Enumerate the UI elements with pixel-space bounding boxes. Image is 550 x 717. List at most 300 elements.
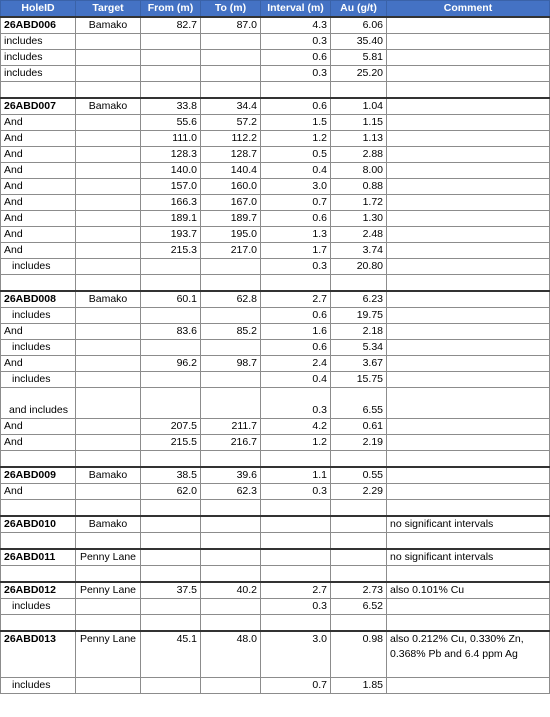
empty-cell [1,615,76,632]
from-cell: 157.0 [141,179,201,195]
target-cell: Bamako [76,467,141,484]
target-cell [76,308,141,324]
from-cell: 62.0 [141,484,201,500]
empty-cell [201,533,261,550]
target-cell [76,34,141,50]
hole-id-cell: And [1,435,76,451]
table-row [1,582,550,599]
to-cell: 98.7 [201,356,261,372]
empty-cell [201,82,261,99]
hole-id-cell: 26ABD006 [1,17,76,34]
to-cell: 48.0 [201,631,261,678]
hole-id-cell: And [1,211,76,227]
spacer-row [1,82,550,99]
table-row [1,34,550,50]
comment-cell [387,340,550,356]
interval-cell: 4.2 [261,419,331,435]
hole-id-cell: includes [1,50,76,66]
empty-cell [387,500,550,517]
target-cell [76,195,141,211]
hole-id-cell: And [1,179,76,195]
empty-cell [76,275,141,292]
interval-cell: 0.3 [261,599,331,615]
au-grade-cell: 6.23 [331,291,387,308]
from-cell: 38.5 [141,467,201,484]
header-to: To (m) [201,1,261,18]
table-row [1,98,550,115]
target-cell [76,259,141,275]
to-cell: 85.2 [201,324,261,340]
au-grade-cell: 0.55 [331,467,387,484]
comment-cell [387,195,550,211]
comment-cell [387,66,550,82]
target-cell [76,131,141,147]
au-grade-cell: 35.40 [331,34,387,50]
from-cell [141,66,201,82]
hole-id-cell: 26ABD013 [1,631,76,678]
table-row [1,243,550,259]
interval-cell: 2.4 [261,356,331,372]
to-cell: 128.7 [201,147,261,163]
au-grade-cell: 1.15 [331,115,387,131]
empty-cell [331,500,387,517]
from-cell: 166.3 [141,195,201,211]
comment-cell [387,678,550,694]
au-grade-cell: 0.98 [331,631,387,678]
empty-cell [141,500,201,517]
target-cell: Bamako [76,291,141,308]
table-row [1,211,550,227]
interval-cell: 0.6 [261,340,331,356]
target-cell: Bamako [76,516,141,533]
hole-id-cell: and includes [1,388,76,419]
empty-cell [76,615,141,632]
empty-cell [76,82,141,99]
table-row [1,599,550,615]
target-cell: Bamako [76,98,141,115]
to-cell [201,388,261,419]
target-cell [76,50,141,66]
empty-cell [1,451,76,468]
empty-cell [331,275,387,292]
comment-cell [387,179,550,195]
target-cell [76,324,141,340]
from-cell [141,50,201,66]
from-cell [141,549,201,566]
to-cell [201,259,261,275]
to-cell: 217.0 [201,243,261,259]
interval-cell: 2.7 [261,582,331,599]
from-cell [141,259,201,275]
table-row [1,631,550,678]
empty-cell [387,533,550,550]
empty-cell [331,615,387,632]
interval-cell: 3.0 [261,179,331,195]
empty-cell [387,82,550,99]
target-cell [76,179,141,195]
to-cell: 112.2 [201,131,261,147]
au-grade-cell: 1.13 [331,131,387,147]
table-header-row [1,1,550,18]
comment-cell [387,308,550,324]
empty-cell [331,566,387,583]
hole-id-cell: includes [1,308,76,324]
empty-cell [261,533,331,550]
empty-cell [1,82,76,99]
target-cell [76,388,141,419]
table-row [1,467,550,484]
comment-cell: no significant intervals [387,516,550,533]
target-cell [76,340,141,356]
empty-cell [387,451,550,468]
comment-cell [387,419,550,435]
comment-cell [387,17,550,34]
au-grade-cell: 1.04 [331,98,387,115]
to-cell: 195.0 [201,227,261,243]
from-cell: 189.1 [141,211,201,227]
table-row [1,516,550,533]
interval-cell: 0.4 [261,372,331,388]
interval-cell: 1.3 [261,227,331,243]
empty-cell [201,500,261,517]
to-cell [201,599,261,615]
empty-cell [76,566,141,583]
from-cell: 111.0 [141,131,201,147]
interval-cell: 1.7 [261,243,331,259]
table-row [1,419,550,435]
hole-id-cell: And [1,131,76,147]
comment-cell: also 0.212% Cu, 0.330% Zn, 0.368% Pb and 6.4 ppm Ag [387,631,550,678]
comment-cell [387,131,550,147]
au-grade-cell: 2.73 [331,582,387,599]
au-grade-cell: 0.88 [331,179,387,195]
to-cell: 211.7 [201,419,261,435]
to-cell: 160.0 [201,179,261,195]
empty-cell [201,566,261,583]
interval-cell: 0.6 [261,308,331,324]
au-grade-cell: 2.18 [331,324,387,340]
to-cell: 140.4 [201,163,261,179]
comment-cell [387,324,550,340]
to-cell: 34.4 [201,98,261,115]
comment-cell [387,34,550,50]
interval-cell: 1.5 [261,115,331,131]
hole-id-cell: 26ABD007 [1,98,76,115]
empty-cell [261,451,331,468]
au-grade-cell: 2.48 [331,227,387,243]
target-cell [76,356,141,372]
au-grade-cell: 6.55 [331,388,387,419]
interval-cell: 0.3 [261,388,331,419]
from-cell: 193.7 [141,227,201,243]
table-row [1,147,550,163]
from-cell [141,34,201,50]
interval-cell: 0.6 [261,211,331,227]
to-cell [201,372,261,388]
hole-id-cell: 26ABD009 [1,467,76,484]
au-grade-cell [331,516,387,533]
spacer-row [1,275,550,292]
table-row [1,66,550,82]
au-grade-cell: 25.20 [331,66,387,82]
to-cell: 216.7 [201,435,261,451]
empty-cell [201,615,261,632]
comment-cell [387,115,550,131]
interval-cell: 1.1 [261,467,331,484]
interval-cell: 0.7 [261,678,331,694]
target-cell [76,372,141,388]
from-cell: 215.3 [141,243,201,259]
interval-cell: 0.3 [261,259,331,275]
empty-cell [331,82,387,99]
from-cell: 83.6 [141,324,201,340]
hole-id-cell: includes [1,599,76,615]
au-grade-cell: 6.06 [331,17,387,34]
comment-cell [387,98,550,115]
comment-cell [387,467,550,484]
hole-id-cell: And [1,243,76,259]
au-grade-cell: 3.74 [331,243,387,259]
from-cell [141,308,201,324]
from-cell: 55.6 [141,115,201,131]
empty-cell [141,566,201,583]
au-grade-cell: 5.34 [331,340,387,356]
from-cell [141,599,201,615]
target-cell [76,419,141,435]
to-cell: 39.6 [201,467,261,484]
table-body [1,17,550,694]
interval-cell: 0.5 [261,147,331,163]
empty-cell [76,500,141,517]
hole-id-cell: And [1,484,76,500]
spacer-row [1,533,550,550]
hole-id-cell: And [1,147,76,163]
empty-cell [331,533,387,550]
empty-cell [141,275,201,292]
comment-cell: also 0.101% Cu [387,582,550,599]
header-target: Target [76,1,141,18]
table-row [1,115,550,131]
empty-cell [387,275,550,292]
comment-cell [387,259,550,275]
table-row [1,484,550,500]
table-row [1,195,550,211]
table-row [1,131,550,147]
interval-cell: 4.3 [261,17,331,34]
hole-id-cell: includes [1,372,76,388]
hole-id-cell: And [1,356,76,372]
from-cell: 96.2 [141,356,201,372]
empty-cell [201,451,261,468]
au-grade-cell: 2.88 [331,147,387,163]
from-cell [141,678,201,694]
empty-cell [141,615,201,632]
interval-cell: 0.7 [261,195,331,211]
to-cell [201,50,261,66]
empty-cell [76,533,141,550]
empty-cell [387,566,550,583]
empty-cell [1,500,76,517]
empty-cell [1,566,76,583]
interval-cell [261,516,331,533]
spacer-row [1,451,550,468]
au-grade-cell: 20.80 [331,259,387,275]
empty-cell [141,82,201,99]
empty-cell [261,82,331,99]
comment-cell [387,599,550,615]
table-row [1,549,550,566]
interval-cell: 0.3 [261,66,331,82]
header-comment: Comment [387,1,550,18]
empty-cell [141,451,201,468]
header-interval: Interval (m) [261,1,331,18]
comment-cell [387,243,550,259]
table-row [1,291,550,308]
hole-id-cell: includes [1,66,76,82]
to-cell [201,516,261,533]
target-cell [76,211,141,227]
interval-cell: 0.6 [261,50,331,66]
table-row [1,163,550,179]
to-cell [201,678,261,694]
to-cell [201,66,261,82]
from-cell: 60.1 [141,291,201,308]
to-cell: 62.8 [201,291,261,308]
au-grade-cell: 3.67 [331,356,387,372]
to-cell: 167.0 [201,195,261,211]
hole-id-cell: And [1,163,76,179]
to-cell: 62.3 [201,484,261,500]
from-cell [141,388,201,419]
comment-cell [387,388,550,419]
from-cell: 33.8 [141,98,201,115]
comment-cell [387,484,550,500]
empty-cell [261,615,331,632]
comment-cell [387,372,550,388]
to-cell [201,34,261,50]
table-row [1,50,550,66]
empty-cell [387,615,550,632]
comment-cell [387,291,550,308]
comment-cell: no significant intervals [387,549,550,566]
hole-id-cell: includes [1,678,76,694]
target-cell [76,115,141,131]
interval-cell: 1.6 [261,324,331,340]
empty-cell [141,533,201,550]
hole-id-cell: includes [1,340,76,356]
interval-cell: 3.0 [261,631,331,678]
from-cell: 207.5 [141,419,201,435]
target-cell [76,163,141,179]
empty-cell [261,566,331,583]
empty-cell [201,275,261,292]
target-cell: Bamako [76,17,141,34]
empty-cell [76,451,141,468]
table-row [1,372,550,388]
from-cell: 45.1 [141,631,201,678]
target-cell [76,66,141,82]
from-cell: 140.0 [141,163,201,179]
table-row [1,179,550,195]
target-cell: Penny Lane [76,582,141,599]
au-grade-cell: 1.72 [331,195,387,211]
target-cell [76,243,141,259]
interval-cell: 0.3 [261,484,331,500]
target-cell [76,227,141,243]
table-row [1,340,550,356]
header-from: From (m) [141,1,201,18]
from-cell [141,516,201,533]
hole-id-cell: And [1,115,76,131]
header-holeid: HoleID [1,1,76,18]
au-grade-cell: 6.52 [331,599,387,615]
table-row [1,259,550,275]
spacer-row [1,615,550,632]
empty-cell [1,533,76,550]
interval-cell: 0.4 [261,163,331,179]
hole-id-cell: And [1,227,76,243]
au-grade-cell: 5.81 [331,50,387,66]
comment-cell [387,211,550,227]
hole-id-cell: And [1,419,76,435]
to-cell: 87.0 [201,17,261,34]
hole-id-cell: 26ABD008 [1,291,76,308]
from-cell [141,340,201,356]
table-row [1,308,550,324]
interval-cell: 1.2 [261,131,331,147]
from-cell: 128.3 [141,147,201,163]
comment-cell [387,435,550,451]
hole-id-cell: 26ABD011 [1,549,76,566]
spacer-row [1,500,550,517]
to-cell: 57.2 [201,115,261,131]
au-grade-cell: 19.75 [331,308,387,324]
to-cell [201,308,261,324]
au-grade-cell: 1.85 [331,678,387,694]
target-cell [76,435,141,451]
to-cell: 189.7 [201,211,261,227]
target-cell [76,599,141,615]
comment-cell [387,163,550,179]
empty-cell [261,500,331,517]
au-grade-cell: 15.75 [331,372,387,388]
header-au: Au (g/t) [331,1,387,18]
table-row [1,227,550,243]
from-cell: 37.5 [141,582,201,599]
target-cell [76,678,141,694]
au-grade-cell: 0.61 [331,419,387,435]
table-row [1,17,550,34]
from-cell: 215.5 [141,435,201,451]
au-grade-cell: 2.29 [331,484,387,500]
au-grade-cell: 1.30 [331,211,387,227]
interval-cell [261,549,331,566]
comment-cell [387,50,550,66]
table-row [1,388,550,419]
interval-cell: 0.6 [261,98,331,115]
table-row [1,356,550,372]
to-cell: 40.2 [201,582,261,599]
interval-cell: 0.3 [261,34,331,50]
to-cell [201,549,261,566]
empty-cell [331,451,387,468]
interval-cell: 1.2 [261,435,331,451]
target-cell: Penny Lane [76,631,141,678]
comment-cell [387,227,550,243]
hole-id-cell: 26ABD010 [1,516,76,533]
interval-cell: 2.7 [261,291,331,308]
table-row [1,324,550,340]
